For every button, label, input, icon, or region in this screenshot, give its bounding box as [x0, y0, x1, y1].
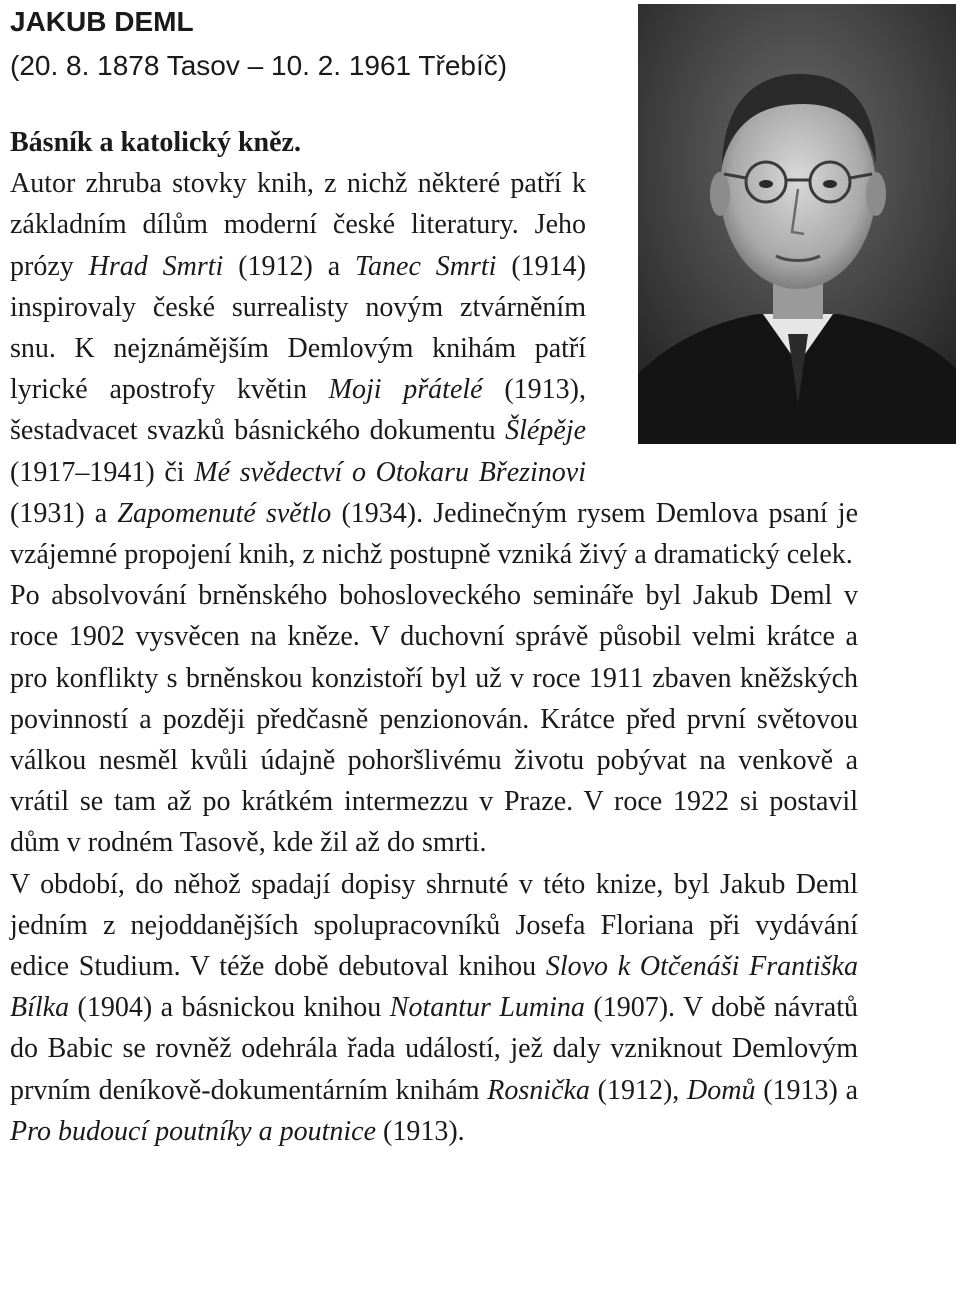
book-title: Hrad Smrti [88, 250, 224, 282]
author-name: JAKUB DEML [10, 6, 194, 37]
book-title: Moji přátelé [328, 374, 483, 406]
paragraph-3: V období, do něhož spadají dopisy shrnuté v této knize, byl Jakub Deml jedním z nejoddanějších spolupracovníků Josefa Floriana při vydávání edice Studium. V téže době debutoval knihou Slovo k Otčenáši Františka Bílka (1904) a básnickou knihou Notantur Lumina (1907). V době návratů do Babic se rovněž odehrála řada událostí, jež daly vzniknout Demlovým prvním deníkově-dokumentárním knihám Rosnička (1912), Domů (1913) a Pro budoucí poutníky a poutnice (1913). [10, 868, 859, 1147]
book-title: Tanec Smrti [355, 250, 497, 282]
book-title: Zapomenuté světlo [117, 497, 332, 529]
book-title: Slovo k Otčenáši Františka Bílka [10, 951, 858, 1024]
paragraph-1: Básník a katolický kněz. Autor zhruba stovky knih, z nichž některé patří k základním dílům moderní české literatury. Jeho prózy Hrad Smrti (1912) a Tanec Smrti (1914) inspirovaly české surrealisty novým ztvárněním snu. K nejznámějším Demlovým knihám patří lyrické apostrofy květin Moji přátelé (1913), šestadvacet svazků básnického dokumentu Šlépěje (1917–1941) či Mé svědectví o Otokaru Březinovi (1931) a Zapomenuté světlo (1934). Jedinečným rysem Demlova psaní je vzájemné propojení knih, z nichž postupně vzniká živý a dramatický celek. [10, 122, 858, 575]
lead-sentence: Básník a katolický kněz. [10, 127, 301, 158]
book-title: Mé svědectví o Otokaru Březinovi [194, 456, 587, 488]
biography-text [10, 122, 858, 1152]
book-title: Rosnička [487, 1074, 590, 1106]
book-title: Šlépěje [505, 415, 586, 447]
author-life-dates: (20. 8. 1878 Tasov – 10. 2. 1961 Třebíč) [10, 50, 508, 81]
book-title: Notantur Lumina [389, 992, 585, 1024]
author-heading [10, 0, 620, 88]
paragraph-2: Po absolvování brněnského bohosloveckého semináře byl Jakub Deml v roce 1902 vysvěcen na kněze. V duchovní správě působil velmi krátce a pro konflikty s brněnskou konzistoří byl už v roce 1911 zbaven kněžských povinností a později předčasně penzionován. Krátce před první světovou válkou nesměl kvůli údajně pohoršlivému životu pobývat na venkově a vrátil se tam až po krátkém intermezzu v Praze. V roce 1922 si postavil dům v rodném Tasově, kde žil až do smrti. [10, 580, 858, 859]
book-title: Domů [687, 1074, 756, 1106]
book-title: Pro budoucí poutníky a poutnice [10, 1115, 376, 1147]
